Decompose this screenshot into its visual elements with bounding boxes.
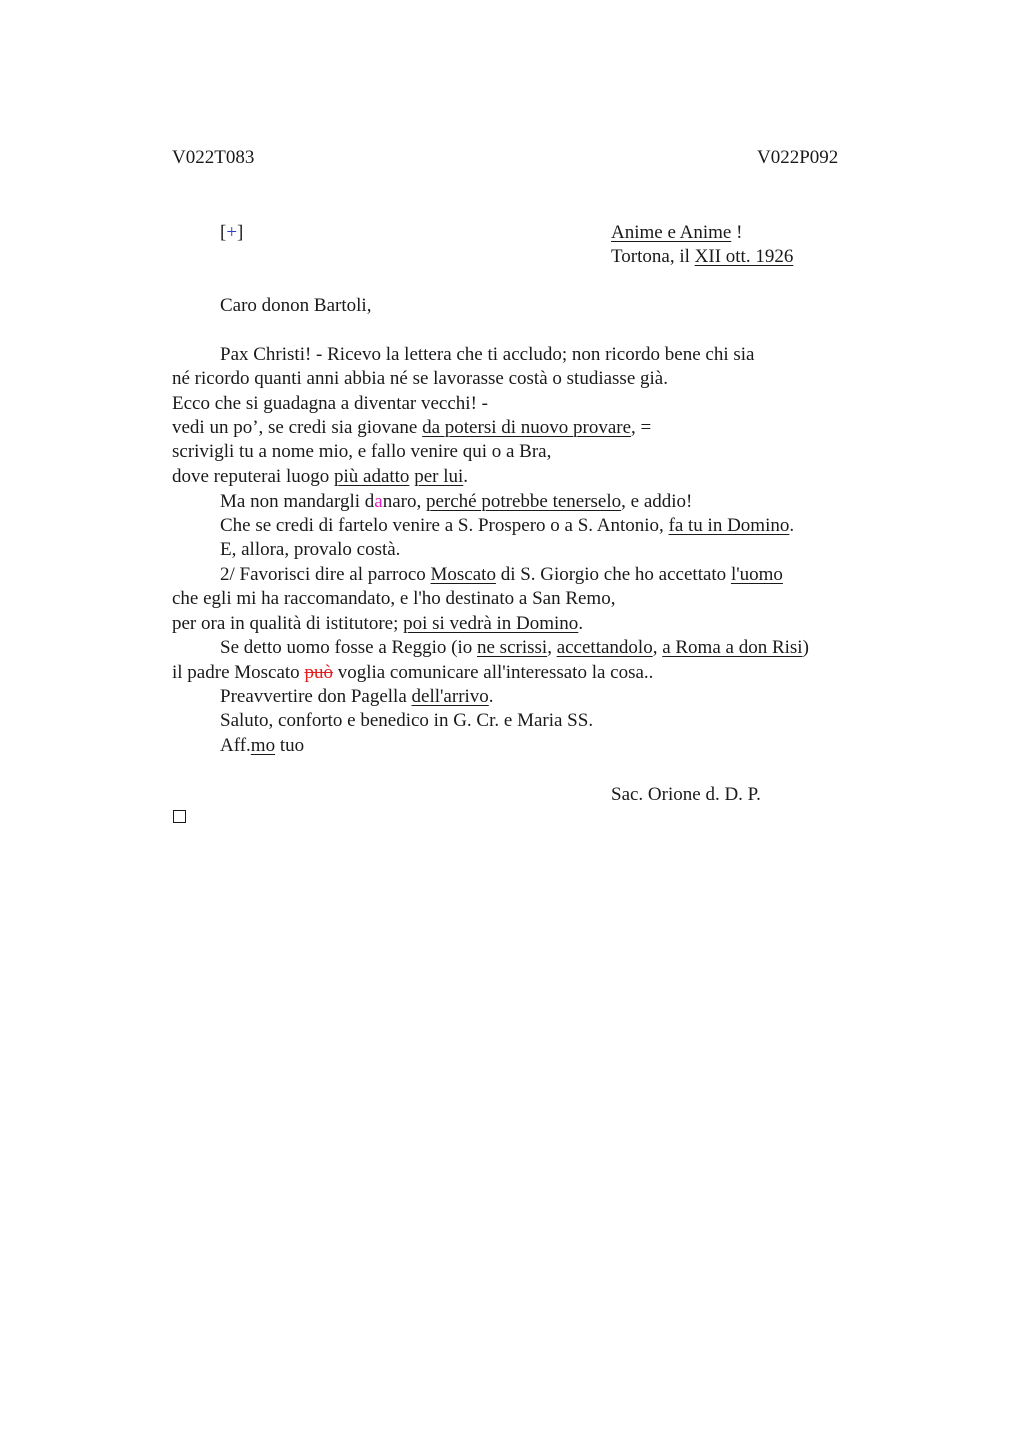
body-line: per ora in qualità di istitutore; poi si vedrà in Domino. — [172, 613, 584, 634]
body-line: che egli mi ha raccomandato, e l'ho destinato a San Remo, — [172, 588, 616, 609]
document-code-left: V022T083 — [172, 147, 255, 168]
body-line: il padre Moscato può voglia comunicare all'interessato la cosa.. — [172, 662, 654, 683]
signature: Sac. Orione d. D. P. — [611, 784, 761, 805]
body-line: Ma non mandargli danaro, perché potrebbe tenerselo, e addio! — [220, 491, 693, 512]
body-line: Ecco che si guadagna a diventar vecchi! - — [172, 393, 488, 414]
body-line: Saluto, conforto e benedico in G. Cr. e Maria SS. — [220, 710, 594, 731]
body-line: vedi un po’, se credi sia giovane da potersi di nuovo provare, = — [172, 417, 652, 438]
closing: Aff.mo tuo — [220, 735, 305, 756]
document-code-right: V022P092 — [757, 147, 839, 168]
body-line: Che se credi di fartelo venire a S. Prospero o a S. Antonio, fa tu in Domino. — [220, 515, 795, 536]
body-line: 2/ Favorisci dire al parroco Moscato di S. Giorgio che ho accettato l'uomo — [220, 564, 783, 585]
body-line: Pax Christi! - Ricevo la lettera che ti accludo; non ricordo bene chi sia — [220, 344, 755, 365]
body-line: Se detto uomo fosse a Reggio (io ne scrissi, accettandolo, a Roma a don Risi) — [220, 637, 809, 658]
cross-mark: [+] — [220, 222, 244, 243]
struck-word: può — [304, 662, 333, 683]
body-line: dove reputerai luogo più adatto per lui. — [172, 466, 469, 487]
motto: Anime e Anime ! — [611, 222, 743, 243]
body-line: scrivigli tu a nome mio, e fallo venire qui o a Bra, — [172, 441, 552, 462]
dateline: Tortona, il XII ott. 1926 — [611, 246, 794, 267]
end-square-icon — [173, 810, 186, 823]
body-line: né ricordo quanti anni abbia né se lavorasse costà o studiasse già. — [172, 368, 668, 389]
cross-icon: + — [226, 222, 238, 243]
body-line: Preavvertire don Pagella dell'arrivo. — [220, 686, 494, 707]
salutation: Caro donon Bartoli, — [220, 295, 372, 316]
body-line: E, allora, provalo costà. — [220, 539, 401, 560]
